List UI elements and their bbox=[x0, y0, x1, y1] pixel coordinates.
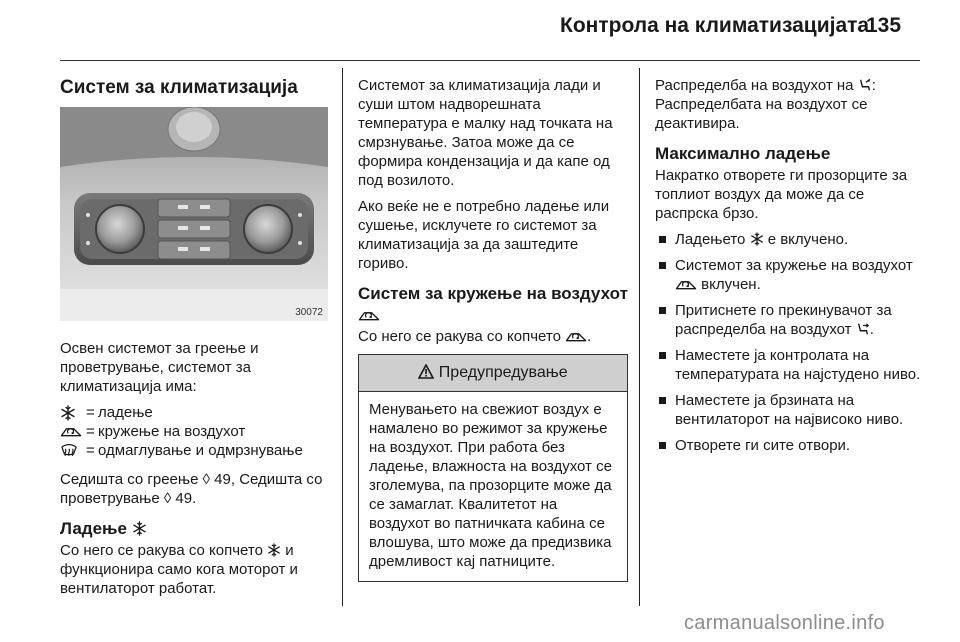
definition-text: одмаглување и одмрзнување bbox=[98, 442, 303, 459]
chapter-title: Контрола на климатизацијата bbox=[560, 14, 870, 37]
snowflake-icon bbox=[750, 232, 764, 246]
warning-header bbox=[359, 355, 627, 392]
column-divider-2 bbox=[639, 68, 640, 606]
section-heading-climate: Систем за климатизација bbox=[60, 77, 298, 98]
max-cooling-intro: Накратко отворете ги прозорците за топлиот воздух да може да се распрска брзо. bbox=[655, 167, 908, 222]
air-distribution-icon bbox=[856, 322, 870, 336]
definition-text: кружење на воздухот bbox=[98, 423, 246, 440]
recirculation-paragraph: Со него се ракува со копчето . bbox=[358, 328, 592, 345]
max-cooling-steps bbox=[655, 230, 925, 455]
warning-box bbox=[358, 354, 628, 582]
definition-text: ладење bbox=[98, 404, 153, 421]
snowflake-icon bbox=[60, 405, 76, 421]
snowflake-icon bbox=[267, 543, 281, 557]
intro-paragraph: Освен системот за греење и проветрување, системот за климатизација има: bbox=[60, 340, 259, 395]
watermark: carmanualsonline.info bbox=[684, 612, 885, 634]
list-item: Наместете ја брзината на вентилаторот на највисоко ниво. bbox=[655, 391, 925, 429]
photo-label: 30072 bbox=[295, 307, 323, 318]
cooling-paragraph: Со него се ракува со копчето и функционира само кога моторот и вентилаторот работат. bbox=[60, 542, 298, 597]
recirculation-icon bbox=[675, 278, 697, 291]
defrost-icon bbox=[60, 443, 78, 458]
section-heading-cooling: Ладење bbox=[60, 518, 328, 539]
climate-control-photo bbox=[60, 107, 328, 321]
list-item: Притиснете го прекинувачот за распределба на воздухот . bbox=[655, 301, 925, 339]
section-heading-max-cooling: Максимално ладење bbox=[655, 144, 831, 163]
section-heading-recirculation: Систем за кружење на воздухот bbox=[358, 283, 628, 325]
seat-airflow-icon bbox=[858, 78, 872, 92]
column-1 bbox=[60, 76, 328, 605]
list-item: Наместете ја контролата на температурата на најстудено ниво. bbox=[655, 346, 925, 384]
cross-references: Седишта со греење ◊ 49, Седишта со проветрување ◊ 49. bbox=[60, 471, 323, 507]
warning-title: Предупредување bbox=[438, 364, 568, 381]
page-header bbox=[0, 0, 960, 62]
snowflake-icon bbox=[132, 521, 147, 536]
paragraph-save-fuel: Ако веќе не е потребно ладење или сушење, исклучете го системот за климатизација за да заштедите гориво. bbox=[358, 198, 610, 272]
column-2 bbox=[358, 76, 628, 582]
warning-icon bbox=[418, 364, 434, 379]
list-item: Отворете ги сите отвори. bbox=[655, 436, 925, 455]
list-item: Системот за кружење на воздухот вклучен. bbox=[655, 256, 925, 294]
page-number: 135 bbox=[866, 14, 902, 37]
column-divider-1 bbox=[342, 68, 343, 606]
header-divider bbox=[60, 60, 920, 61]
paragraph-condensation: Системот за климатизација лади и суши штом надворешната температура е малку над точката на смрзнување. Затоа може да се формира кондензација и да капе од под возилото. bbox=[358, 77, 613, 189]
definition-list: = ладење = кружење на воздухот = одмаглување и одмрзнување bbox=[60, 403, 328, 460]
recirculation-icon bbox=[565, 330, 587, 343]
air-distribution-paragraph: Распределба на воздухот на : Распределбата на воздухот се деактивира. bbox=[655, 77, 876, 132]
list-item: Ладењето е вклучено. bbox=[655, 230, 925, 249]
column-3 bbox=[655, 76, 925, 462]
recirculation-icon bbox=[60, 425, 82, 438]
recirculation-icon bbox=[358, 309, 380, 322]
warning-text: Менувањето на свежиот воздух е намалено во режимот за кружење на воздухот. При работа без ладење, влажноста на воздухот се зголемува, па прозорците може да се замаглат. Квалитетот на воздухот во патничката кабина се влошува, што може да предизвика дремливост кај патниците. bbox=[369, 401, 612, 570]
